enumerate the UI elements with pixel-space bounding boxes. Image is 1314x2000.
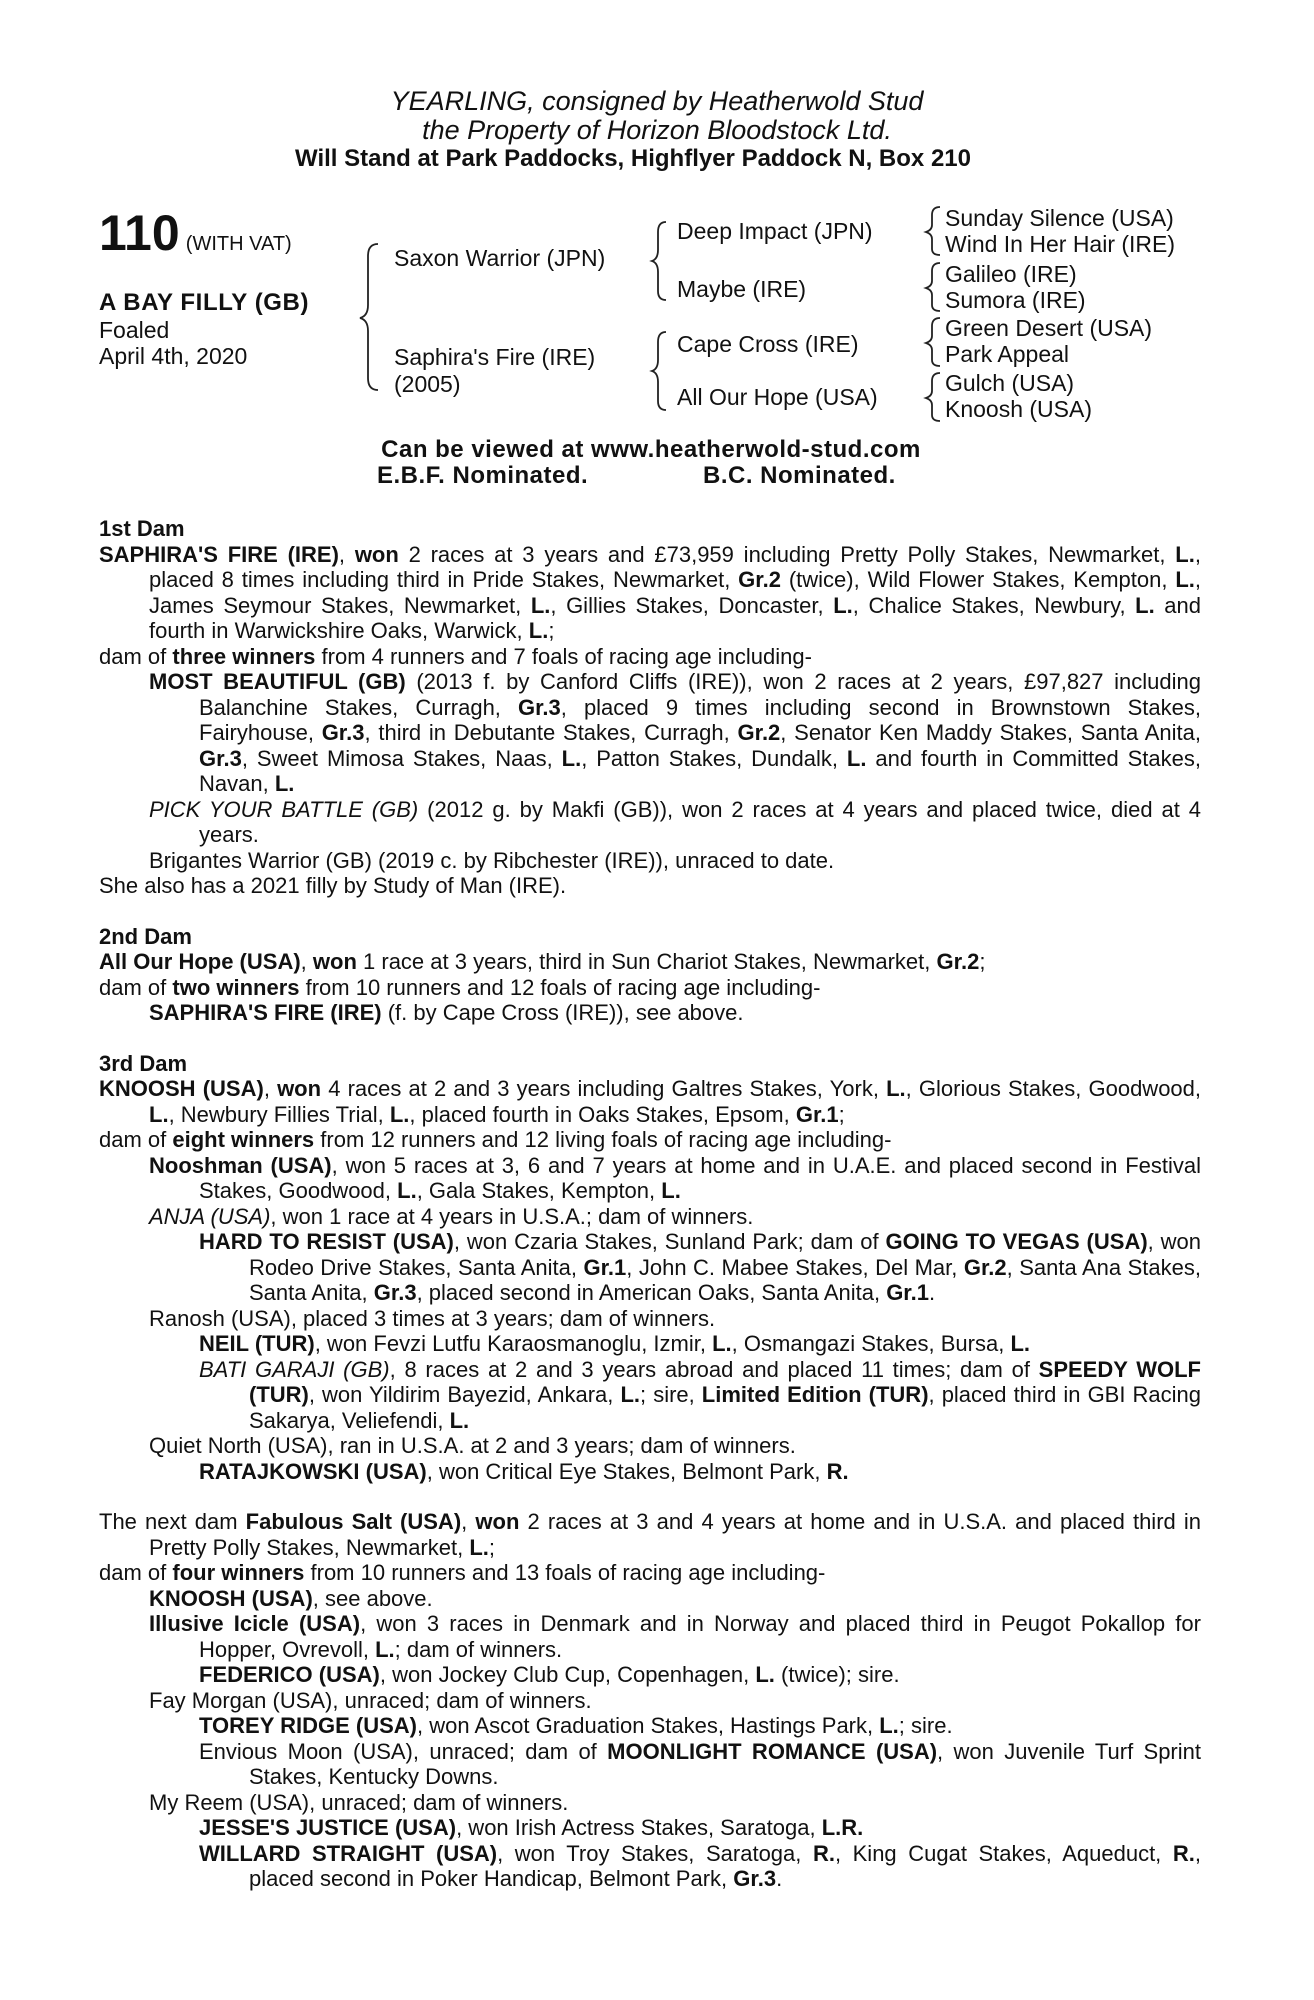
pedigree-sire: Saxon Warrior (JPN) [394,245,606,271]
dam-produce-summary: dam of eight winners from 12 runners and 12 living foals of racing age including- [99,1127,892,1152]
consignor-property: the Property of Horizon Bloodstock Ltd. [422,115,892,145]
pedigree-ggp-4: Sumora (IRE) [945,287,1086,313]
pedigree-ggp-2: Wind In Her Hair (IRE) [945,231,1176,257]
produce-entry: WILLARD STRAIGHT (USA), won Troy Stakes, Saratoga, R., King Cugat Stakes, Aqueduct, R., placed second in Poker Handicap, Belmont Park, Gr.3. [199,1840,1201,1891]
pedigree-ggp-6: Park Appeal [945,341,1070,367]
produce-entry: JESSE'S JUSTICE (USA), won Irish Actress Stakes, Saratoga, L.R. [199,1815,864,1840]
viewing-website: Can be viewed at www.heatherwold-stud.com [381,436,921,463]
produce-entry: My Reem (USA), unraced; dam of winners. [149,1789,569,1815]
produce-entry: BATI GARAJI (GB), 8 races at 2 and 3 years abroad and placed 11 times; dam of SPEEDY WOLF (TUR), won Yildirim Bayezid, Ankara, L.; sire, Limited Edition (TUR), placed third in GBI Racing Sakarya, Veliefendi, L. [199,1356,1201,1433]
produce-entry: KNOOSH (USA), see above. [149,1585,433,1611]
catalogue-body [99,516,1201,1892]
section-heading-3rd-dam: 3rd Dam [99,1050,188,1076]
dam-entry: SAPHIRA'S FIRE (IRE), won 2 races at 3 years and £73,959 including Pretty Polly Stakes, Newmarket, L., placed 8 times including third in Pride Stakes, Newmarket, Gr.2 (twice), Wild Flower Stakes, Kempton, L., James Seymour Stakes, Newmarket, L., Gillies Stakes, Doncaster, L., Chalice Stakes, Newbury, L. and fourth in Warwickshire Oaks, Warwick, L.; [99,541,1202,643]
lot-description: A BAY FILLY (GB) [99,289,310,316]
produce-entry: NEIL (TUR), won Fevzi Lutfu Karaosmanoglu, Izmir, L., Osmangazi Stakes, Bursa, L. [199,1331,1031,1356]
pedigree-dam-dam: All Our Hope (USA) [677,384,878,410]
produce-entry: MOST BEAUTIFUL (GB) (2013 f. by Canford Cliffs (IRE)), won 2 races at 2 years, £97,827 including Balanchine Stakes, Curragh, Gr.3, placed 9 times including second in Brownstown Stakes, Fairyhouse, Gr.3, third in Debutante Stakes, Curragh, Gr.2, Senator Ken Maddy Stakes, Santa Anita, Gr.3, Sweet Mimosa Stakes, Naas, L., Patton Stakes, Dundalk, L. and fourth in Committed Stakes, Navan, L. [149,669,1202,796]
vat-note: (WITH VAT) [185,233,292,255]
foaled-date: April 4th, 2020 [99,343,248,369]
foaled-label: Foaled [99,317,170,343]
lot-number: 110 [99,205,180,261]
pedigree-ggp-3: Galileo (IRE) [945,261,1077,287]
pedigree-dam: Saphira's Fire (IRE) [394,344,596,370]
pedigree-ggp-5: Green Desert (USA) [945,315,1153,341]
produce-entry: SAPHIRA'S FIRE (IRE) (f. by Cape Cross (IRE)), see above. [149,1000,744,1025]
produce-entry: PICK YOUR BATTLE (GB) (2012 g. by Makfi (GB)), won 2 races at 4 years and placed twice, died at 4 years. [149,796,1201,847]
pedigree-dam-sire: Cape Cross (IRE) [677,331,859,357]
produce-entry: Brigantes Warrior (GB) (2019 c. by Ribchester (IRE)), unraced to date. [149,847,835,873]
produce-note: She also has a 2021 filly by Study of Man (IRE). [99,873,567,898]
ebf-nominated: E.B.F. Nominated. [377,462,589,489]
section-heading-1st-dam: 1st Dam [99,516,185,541]
pedigree-sire-sire: Deep Impact (JPN) [677,218,873,244]
section-heading-2nd-dam: 2nd Dam [99,923,192,949]
produce-entry: FEDERICO (USA), won Jockey Club Cup, Copenhagen, L. (twice); sire. [199,1662,900,1687]
bc-nominated: B.C. Nominated. [703,462,896,489]
produce-entry: Ranosh (USA), placed 3 times at 3 years; dam of winners. [149,1305,716,1331]
dam-entry: All Our Hope (USA), won 1 race at 3 years, third in Sun Chariot Stakes, Newmarket, Gr.2; [99,949,986,974]
produce-entry: Envious Moon (USA), unraced; dam of MOONLIGHT ROMANCE (USA), won Juvenile Turf Sprint Stakes, Kentucky Downs. [199,1738,1201,1789]
produce-entry: RATAJKOWSKI (USA), won Critical Eye Stakes, Belmont Park, R. [199,1458,849,1484]
dam-produce-summary: dam of four winners from 10 runners and 13 foals of racing age including- [99,1560,826,1585]
stand-location: Will Stand at Park Paddocks, Highflyer Paddock N, Box 210 [295,145,971,172]
produce-entry: Quiet North (USA), ran in U.S.A. at 2 and 3 years; dam of winners. [149,1433,796,1458]
produce-entry: Fay Morgan (USA), unraced; dam of winners. [149,1687,592,1713]
produce-entry: TOREY RIDGE (USA), won Ascot Graduation Stakes, Hastings Park, L.; sire. [199,1713,953,1738]
dam-produce-summary: dam of three winners from 4 runners and 7 foals of racing age including- [99,643,812,669]
consignment-title: YEARLING, consigned by Heatherwold Stud [390,86,924,116]
produce-entry: HARD TO RESIST (USA), won Czaria Stakes, Sunland Park; dam of GOING TO VEGAS (USA), won Rodeo Drive Stakes, Santa Anita, Gr.1, John C. Mabee Stakes, Del Mar, Gr.2, Santa Ana Stakes, Santa Anita, Gr.3, placed second in American Oaks, Santa Anita, Gr.1. [199,1229,1202,1305]
pedigree-dam-year: (2005) [394,371,461,397]
dam-produce-summary: dam of two winners from 10 runners and 12 foals of racing age including- [99,974,821,1000]
dam-entry: The next dam Fabulous Salt (USA), won 2 races at 3 and 4 years at home and in U.S.A. and placed third in Pretty Polly Stakes, Newmarket, L.; [99,1509,1201,1560]
produce-entry: Nooshman (USA), won 5 races at 3, 6 and 7 years at home and in U.A.E. and placed second in Festival Stakes, Goodwood, L., Gala Stakes, Kempton, L. [149,1152,1202,1203]
pedigree-sire-dam: Maybe (IRE) [677,276,807,302]
produce-entry: Illusive Icicle (USA), won 3 races in Denmark and in Norway and placed third in Peugot Pokallop for Hopper, Ovrevoll, L.; dam of winners. [149,1611,1201,1662]
pedigree-ggp-1: Sunday Silence (USA) [945,205,1174,231]
pedigree-ggp-7: Gulch (USA) [945,370,1075,396]
pedigree-ggp-8: Knoosh (USA) [945,396,1093,422]
produce-entry: ANJA (USA), won 1 race at 4 years in U.S.A.; dam of winners. [149,1203,754,1229]
dam-entry: KNOOSH (USA), won 4 races at 2 and 3 years including Galtres Stakes, York, L., Glorious Stakes, Goodwood, L., Newbury Fillies Trial, L., placed fourth in Oaks Stakes, Epsom, Gr.1; [99,1076,1202,1127]
